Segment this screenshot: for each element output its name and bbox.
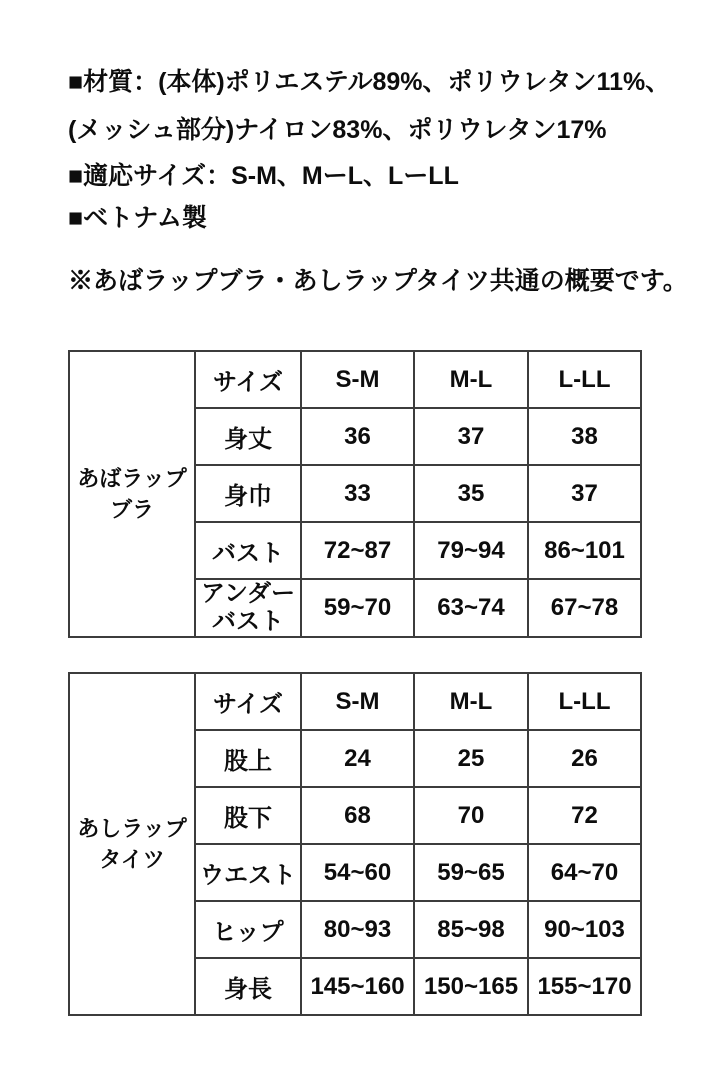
measure-value-cell: 24 bbox=[301, 730, 414, 787]
product-name-line: あばラップ bbox=[77, 466, 187, 491]
size-column-header: S-M bbox=[301, 673, 414, 730]
measure-label-cell: ウエスト bbox=[195, 844, 301, 901]
measure-label-cell: 身丈 bbox=[195, 408, 301, 465]
measure-value-cell: 36 bbox=[301, 408, 414, 465]
size-table-tights bbox=[68, 672, 642, 1016]
size-header-label-cell: サイズ bbox=[195, 673, 301, 730]
size-table-bra bbox=[68, 350, 642, 638]
measure-value-cell: 38 bbox=[528, 408, 641, 465]
measure-label-cell: 身巾 bbox=[195, 465, 301, 522]
measure-value-cell: 67~78 bbox=[528, 579, 641, 637]
size-column-header: L-LL bbox=[528, 351, 641, 408]
measure-value-cell: 37 bbox=[414, 408, 528, 465]
measure-value-cell: 63~74 bbox=[414, 579, 528, 637]
measure-value-cell: 80~93 bbox=[301, 901, 414, 958]
measure-value-cell: 145~160 bbox=[301, 958, 414, 1015]
measure-value-cell: 85~98 bbox=[414, 901, 528, 958]
measure-label-cell: ヒップ bbox=[195, 901, 301, 958]
measure-value-cell: 79~94 bbox=[414, 522, 528, 579]
measure-value-cell: 33 bbox=[301, 465, 414, 522]
measure-label-cell bbox=[195, 579, 301, 637]
measure-label-line: バスト bbox=[212, 608, 284, 635]
applicable-size-line: ■適応サイズ：S-M、MーL、LーLL bbox=[68, 162, 459, 190]
size-header-label-cell: サイズ bbox=[195, 351, 301, 408]
measure-value-cell: 150~165 bbox=[414, 958, 528, 1015]
measure-value-cell: 64~70 bbox=[528, 844, 641, 901]
table-row bbox=[69, 351, 641, 408]
common-spec-note: ※あばラップブラ・あしラップタイツ共通の概要です。 bbox=[68, 267, 688, 295]
size-column-header: M-L bbox=[414, 673, 528, 730]
measure-value-cell: 59~70 bbox=[301, 579, 414, 637]
measure-value-cell: 25 bbox=[414, 730, 528, 787]
product-name-cell bbox=[69, 673, 195, 1015]
measure-value-cell: 59~65 bbox=[414, 844, 528, 901]
measure-label-cell: 股上 bbox=[195, 730, 301, 787]
product-info-block bbox=[68, 58, 688, 300]
product-name-line: タイツ bbox=[99, 847, 165, 872]
measure-value-cell: 54~60 bbox=[301, 844, 414, 901]
measure-value-cell: 86~101 bbox=[528, 522, 641, 579]
table-row bbox=[69, 673, 641, 730]
measure-value-cell: 37 bbox=[528, 465, 641, 522]
measure-value-cell: 155~170 bbox=[528, 958, 641, 1015]
measure-value-cell: 70 bbox=[414, 787, 528, 844]
measure-value-cell: 72 bbox=[528, 787, 641, 844]
measure-label-cell: 股下 bbox=[195, 787, 301, 844]
material-line-1: ■材質：(本体)ポリエステル89%、ポリウレタン11%、 bbox=[68, 68, 671, 96]
product-name-line: ブラ bbox=[109, 497, 154, 522]
measure-value-cell: 68 bbox=[301, 787, 414, 844]
measure-value-cell: 72~87 bbox=[301, 522, 414, 579]
material-line-2: (メッシュ部分)ナイロン83%、ポリウレタン17% bbox=[68, 116, 607, 144]
measure-value-cell: 26 bbox=[528, 730, 641, 787]
measure-label-cell: 身長 bbox=[195, 958, 301, 1015]
measure-value-cell: 90~103 bbox=[528, 901, 641, 958]
product-name-cell bbox=[69, 351, 195, 637]
measure-label-line: アンダー bbox=[200, 580, 296, 607]
country-of-origin-line: ■ベトナム製 bbox=[68, 204, 207, 232]
product-name-line: あしラップ bbox=[77, 816, 187, 841]
size-column-header: S-M bbox=[301, 351, 414, 408]
size-column-header: L-LL bbox=[528, 673, 641, 730]
size-column-header: M-L bbox=[414, 351, 528, 408]
measure-label-cell: バスト bbox=[195, 522, 301, 579]
measure-value-cell: 35 bbox=[414, 465, 528, 522]
